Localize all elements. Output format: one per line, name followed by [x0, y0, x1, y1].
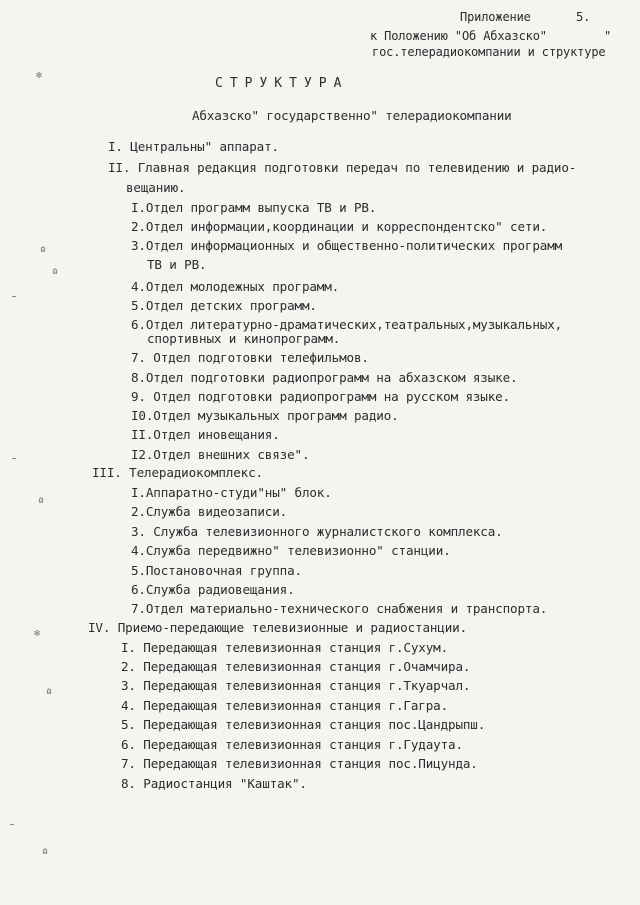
scan-mark	[12, 296, 16, 297]
dept-3-6: 6.Служба радиовещания.	[131, 582, 295, 597]
dept-2-6: 6.Отдел литературно-драматических,театральных,музыкальных,	[131, 317, 563, 332]
dept-3-3: 3. Служба телевизионного журналистского комплекса.	[131, 524, 503, 539]
scan-speck: ɷ	[42, 846, 49, 857]
section-1-central-office: I. Центральны" аппарат.	[108, 139, 279, 154]
document-subtitle: Абхазско" государственно" телерадиокомпании	[192, 108, 512, 123]
dept-3-4: 4.Служба передвижно" телевизионно" станции.	[131, 543, 451, 558]
dept-2-2: 2.Отдел информации,координации и корреспондентско" сети.	[131, 219, 548, 234]
dept-2-8: 8.Отдел подготовки радиопрограмм на абхазском языке.	[131, 370, 518, 385]
appendix-number: 5.	[576, 10, 591, 24]
header-regulation-line: к Положению "Об Абхазско"	[370, 29, 547, 43]
scan-speck: ɷ	[52, 266, 59, 277]
dept-2-1: I.Отдел программ выпуска ТВ и РВ.	[131, 200, 377, 215]
dept-2-6-continuation: спортивных и кинопрограмм.	[147, 331, 341, 346]
scan-speck: ɷ	[40, 244, 47, 255]
dept-3-7: 7.Отдел материально-технического снабжения и транспорта.	[131, 601, 548, 616]
dept-2-4: 4.Отдел молодежных программ.	[131, 279, 340, 294]
station-1: I. Передающая телевизионная станция г.Сухум.	[121, 640, 449, 655]
section-4-transmitting-stations: IV. Приемо-передающие телевизионные и радиостанции.	[88, 620, 468, 635]
station-5: 5. Передающая телевизионная станция пос.Цандрыпш.	[121, 717, 486, 732]
dept-2-12: I2.Отдел внешних связе".	[131, 447, 310, 462]
dept-3-5: 5.Постановочная группа.	[131, 563, 302, 578]
station-6: 6. Передающая телевизионная станция г.Гудаута.	[121, 737, 463, 752]
header-company-line: гос.телерадиокомпании и структуре	[372, 45, 606, 59]
section-3-teleradio-complex: III. Телерадиокомплекс.	[92, 465, 263, 480]
station-3: 3. Передающая телевизионная станция г.Ткуарчал.	[121, 678, 471, 693]
scan-speck: ɷ	[38, 495, 45, 506]
document-title: СТРУКТУРА	[215, 76, 349, 91]
station-4: 4. Передающая телевизионная станция г.Гагра.	[121, 698, 449, 713]
dept-2-5: 5.Отдел детских программ.	[131, 298, 317, 313]
header-regulation-quote: "	[604, 29, 612, 43]
dept-3-1: I.Аппаратно-студи"ны" блок.	[131, 485, 332, 500]
scan-mark	[12, 458, 16, 459]
station-2: 2. Передающая телевизионная станция г.Очамчира.	[121, 659, 471, 674]
scan-speck: ✻	[36, 70, 43, 81]
dept-2-3: 3.Отдел информационных и общественно-политических программ	[131, 238, 563, 253]
scan-speck: ✻	[34, 628, 41, 639]
station-7: 7. Передающая телевизионная станция пос.Пицунда.	[121, 756, 478, 771]
station-8: 8. Радиостанция "Каштак".	[121, 776, 307, 791]
dept-2-9: 9. Отдел подготовки радиопрограмм на русском языке.	[131, 389, 511, 404]
dept-2-11: II.Отдел иновещания.	[131, 427, 280, 442]
dept-3-2: 2.Служба видеозаписи.	[131, 504, 288, 519]
appendix-label: Приложение	[460, 10, 531, 24]
dept-2-3-continuation: ТВ и РВ.	[147, 257, 207, 272]
dept-2-7: 7. Отдел подготовки телефильмов.	[131, 350, 369, 365]
section-2-main-editorial: II. Главная редакция подготовки передач по телевидению и радио-	[108, 160, 577, 175]
dept-2-10: I0.Отдел музыкальных программ радио.	[131, 408, 399, 423]
scan-mark	[10, 824, 14, 825]
scan-speck: ɷ	[46, 686, 53, 697]
section-2-continuation: вещанию.	[126, 180, 186, 195]
